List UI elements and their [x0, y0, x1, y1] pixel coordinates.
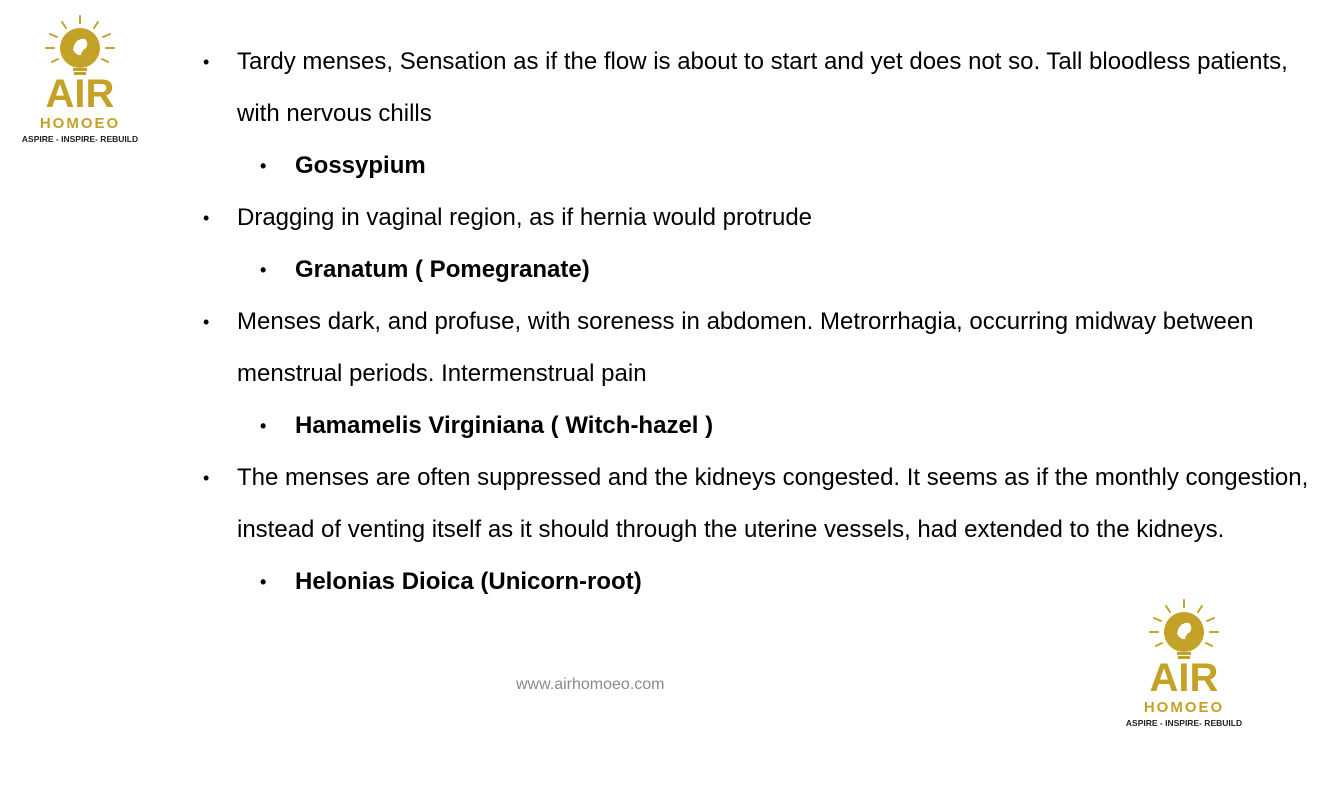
- bullet-list: [200, 36, 1320, 608]
- remedy-item: [200, 140, 1320, 192]
- lightbulb-logo-icon: [40, 14, 120, 78]
- symptom-text: Tardy menses, Sensation as if the flow is about to start and yet does not so. Tall bloodless patients, with nervous chills: [237, 48, 1288, 127]
- remedy-text: Gossypium: [295, 152, 426, 179]
- bullet-icon: •: [260, 572, 267, 592]
- bullet-icon: •: [260, 416, 267, 436]
- remedy-text: Hamamelis Virginiana ( Witch-hazel ): [295, 412, 714, 439]
- symptom-text: Dragging in vaginal region, as if hernia would protrude: [237, 204, 813, 231]
- symptom-item: [200, 36, 1320, 140]
- bullet-icon: •: [203, 52, 210, 72]
- bullet-icon: •: [203, 468, 210, 488]
- symptom-text: Menses dark, and profuse, with soreness in abdomen. Metrorrhagia, occurring midway between menstrual periods. Intermenstrual pain: [237, 308, 1254, 387]
- logo-tagline: ASPIRE - INSPIRE- REBUILD: [21, 134, 139, 144]
- remedy-text: Helonias Dioica (Unicorn-root): [295, 568, 642, 595]
- remedy-item: [200, 244, 1320, 296]
- bullet-icon: •: [203, 208, 210, 228]
- remedy-text: Granatum ( Pomegranate): [295, 256, 590, 283]
- symptom-text: The menses are often suppressed and the kidneys congested. It seems as if the monthly congestion, instead of venting itself as it should through the uterine vessels, had extended to the kidneys.: [237, 464, 1309, 543]
- air-homoeo-logo-top-left: [18, 14, 142, 144]
- logo-brand: AIR: [45, 72, 115, 116]
- bullet-icon: •: [203, 312, 210, 332]
- footer-url[interactable]: www.airhomoeo.com: [516, 676, 665, 693]
- logo-tagline: ASPIRE - INSPIRE- REBUILD: [1125, 718, 1243, 728]
- remedy-item: [200, 400, 1320, 452]
- bullet-icon: •: [260, 260, 267, 280]
- logo-brand: AIR: [1149, 656, 1219, 700]
- symptom-item: [200, 452, 1320, 556]
- lightbulb-logo-icon: [1144, 598, 1224, 662]
- symptom-item: [200, 192, 1320, 244]
- symptom-item: [200, 296, 1320, 400]
- bullet-icon: •: [260, 156, 267, 176]
- logo-subtitle: HOMOEO: [39, 115, 121, 132]
- air-homoeo-logo-bottom-right: [1122, 598, 1246, 728]
- logo-subtitle: HOMOEO: [1143, 699, 1225, 716]
